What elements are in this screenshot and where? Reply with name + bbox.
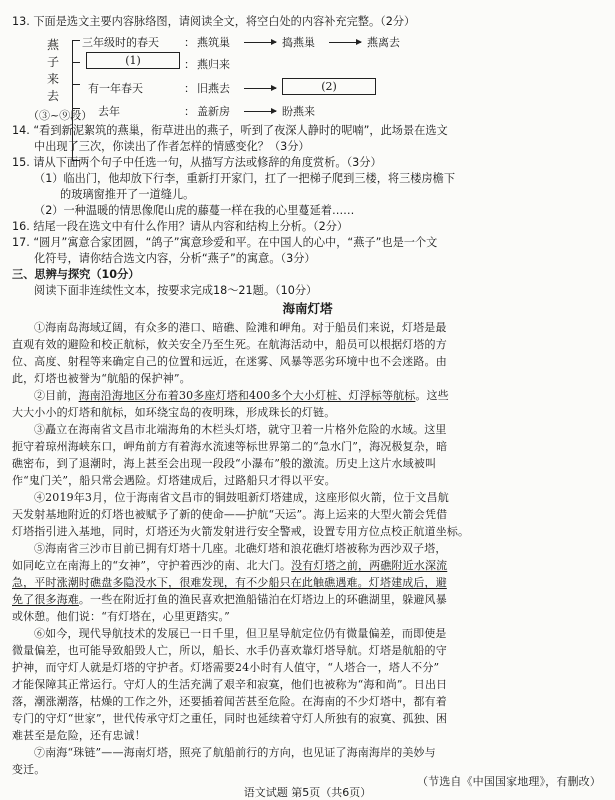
row4-step2: 盼燕来 — [282, 105, 315, 118]
row1-sep: ： — [184, 36, 195, 49]
q15-prompt: 15. 请从下面两个句子中任选一句，从描写方法或修辞的角度赏析。（3分） — [12, 156, 382, 169]
p4-line: 灯塔指引进入基地，同时，灯塔还为火箭发射进行安全警戒，设置专用方位点校正航道坐标。 — [12, 525, 470, 538]
article-title: 海南灯塔 — [282, 301, 333, 316]
p5-line4 — [12, 591, 447, 607]
arrow-right-icon — [329, 42, 361, 43]
q15-s1-line1: （1）临出门，他却放下行李，重新打开家门，扛了一把梯子爬到三楼，将三楼房檐下 — [34, 172, 456, 185]
p5-underlined-line: 急，平时涨潮时礁盘多隐没水下，很难发现，有不少船只在此触礁遇难。灯塔建成后，避 — [12, 576, 447, 589]
arrow-right-icon — [244, 111, 276, 112]
diagram-left-char: 来 — [46, 72, 59, 86]
diagram-left-char: 子 — [46, 55, 59, 69]
row2-sep: ： — [184, 58, 195, 71]
p4-line: 天发射基地附近的灯塔也被赋予了新的使命——护航“天运”。海上运来的大型火箭会凭借 — [12, 508, 448, 521]
q16-prompt: 16. 结尾一段在选文中有什么作用？请从内容和结构上分析。（2分） — [12, 220, 349, 233]
diagram-left-note: （③~⑨段） — [28, 109, 93, 122]
p6-line: ⑥如今，现代导航技术的发展已一日千里，但卫星导航定位仍有微量偏差，而即使是 — [34, 627, 447, 640]
p2-pre: ②目前， — [34, 389, 79, 402]
p5-text: 。一些在附近打鱼的渔民喜欢把渔船锚泊在灯塔边上的环礁湖里，躲避风暴 — [78, 593, 447, 606]
row1-step2: 捣燕巢 — [282, 36, 315, 49]
q14-line2: 中出现了三次，你读出了作者怎样的情感变化？（3分） — [34, 140, 310, 153]
row4-step1: 盖新房 — [197, 105, 230, 118]
q14-line1: 14. “看到新泥絮筑的燕巢，衔草进出的燕子，听到了夜深人静时的呢喃”，此场景在选文 — [12, 124, 448, 137]
row3-step1: 旧燕去 — [197, 82, 230, 95]
q17-line1: 17. “圆月”寓意合家团圆，“鸽子”寓意珍爱和平。在中国人的心中，“燕子”也是一个文 — [12, 236, 438, 249]
p7-line: 变迁。 — [12, 763, 46, 776]
article-source: （节选自《中国国家地理》，有删改） — [416, 775, 601, 788]
p3-line: ③矗立在海南省文昌市北端海角的木栏头灯塔，就守卫着一片格外危险的水域。这里 — [34, 423, 447, 436]
arrow-right-icon — [244, 88, 276, 89]
p6-line: 才能保障其正常运行。守灯人的生活充满了艰辛和寂寞，他们也被称为“海和尚”。日出日 — [12, 678, 448, 691]
section3-heading: 三、思辨与探究（10分） — [12, 268, 140, 281]
diagram-left-label — [46, 37, 60, 105]
row3-time: 有一年春天 — [88, 82, 143, 95]
p7-line: ⑦南海“珠链”——海南灯塔，照亮了航船前行的方向，也见证了海南海岸的美妙与 — [34, 746, 436, 759]
row4-time: 去年 — [98, 105, 120, 118]
p5-text: 如同屹立在南海上的“女神”，守护着西沙的南、北大门。 — [12, 559, 292, 572]
p2-line2: 大大小小的灯塔和航标，如环绕宝岛的夜明珠，形成珠长的灯链。 — [12, 406, 336, 419]
p1-line: 直观有效的避险和校正航标，攸关安全乃至生死。在航海活动中，船员可以根据灯塔的方 — [12, 338, 447, 351]
row1-step1: 燕筑巢 — [197, 36, 230, 49]
p2-underlined: 海南沿海地区分布着30多座灯塔和400多个大小灯桩、灯浮标等航标 — [78, 389, 416, 402]
answer-blank-2[interactable]: (2) — [282, 78, 376, 95]
diagram-left-char: 去 — [46, 89, 59, 103]
diagram-left-char: 燕 — [46, 38, 59, 52]
bracket-tick — [72, 40, 80, 41]
q17-line2: 化符号，请你结合选文内容，分析“燕子”的寓意。（3分） — [34, 252, 316, 265]
p3-line: 作“鬼门关”，船只常会遇险。灯塔建成后，过路船只才得以平安。 — [12, 474, 336, 487]
bracket-tick — [72, 108, 80, 109]
row4-sep: ： — [184, 105, 195, 118]
row1-step3: 燕离去 — [367, 36, 400, 49]
q15-s2: （2）一种温暖的情思像爬山虎的藤蔓一样在我的心里蔓延着…… — [34, 204, 355, 217]
q15-s1-line2: 的玻璃窗推开了一道缝儿。 — [60, 188, 195, 201]
p6-line: 专门的守灯“世家”，世代传承守灯之重任，同时也延续着守灯人所独有的寂寞、孤独、困 — [12, 712, 448, 725]
p2-line1 — [34, 387, 449, 403]
p5-line2 — [12, 557, 447, 573]
row3-sep: ： — [184, 82, 195, 95]
p1-line: 此，灯塔也被誉为“航船的保护神”。 — [12, 372, 191, 385]
p3-line: 礁密布，到了退潮时，海上甚至会出现一段段“小瀑布”般的激流。历史上这片水域被叫 — [12, 457, 437, 470]
p2-post: 。这些 — [415, 389, 449, 402]
bracket-tick — [72, 84, 80, 85]
row1-time: 三年级时的春天 — [82, 36, 159, 49]
p3-line: 扼守着琼州海峡东口，岬角前方有着海水流速等标世界第二的“急水门”，海况极复杂，暗 — [12, 440, 448, 453]
p1-line: ①海南岛海域辽阔，有众多的港口、暗礁、险滩和岬角。对于船员们来说，灯塔是最 — [34, 321, 447, 334]
p4-line: ④2019年3月，位于海南省文昌市的铜鼓咀新灯塔建成，这座形似火箭，位于文昌航 — [34, 491, 449, 504]
p1-line: 位、高度、射程等来确定自己的位置和远近，在迷雾、风暴等恶劣环境中也不会迷路。由 — [12, 355, 447, 368]
q13-prompt: 13. 下面是选文主要内容脉络图，请阅读全文，将空白处的内容补充完整。（2分） — [12, 15, 416, 28]
p5-line: 或休憩。他们说：“有灯塔在，心里更踏实。” — [12, 610, 230, 623]
arrow-right-icon — [244, 42, 276, 43]
p5-underlined: 没有灯塔之前，两礁附近水深流 — [291, 559, 448, 572]
p6-line: 护神，而守灯人就是灯塔的守护者。灯塔需要24小时有人值守，“人塔合一，塔人不分” — [12, 661, 440, 674]
row2-step1: 燕归来 — [197, 58, 230, 71]
p5-underlined: 免了很多海难 — [12, 593, 79, 606]
p5-line: ⑤海南省三沙市目前已拥有灯塔十几座。北礁灯塔和浪花礁灯塔被称为西沙双子塔， — [34, 542, 447, 555]
p6-line: 落，潮涨潮落，枯燥的工作之外，还要插着闻苦甚至危险。在海南的不少灯塔中，都有着 — [12, 695, 447, 708]
answer-blank-1[interactable]: (1) — [86, 52, 180, 69]
bracket-tick — [72, 62, 80, 63]
section3-instruction: 阅读下面非连续性文本，按要求完成18～21题。（10分） — [34, 284, 318, 297]
p6-line: 难甚至是危险，还有忠诚！ — [12, 729, 146, 742]
p6-line: 微量偏差，也可能导致船毁人亡，所以，船长、水手仍喜欢靠灯塔导航。灯塔是航船的守 — [12, 644, 447, 657]
page-footer: 语文试题 第5页（共6页） — [243, 786, 372, 799]
